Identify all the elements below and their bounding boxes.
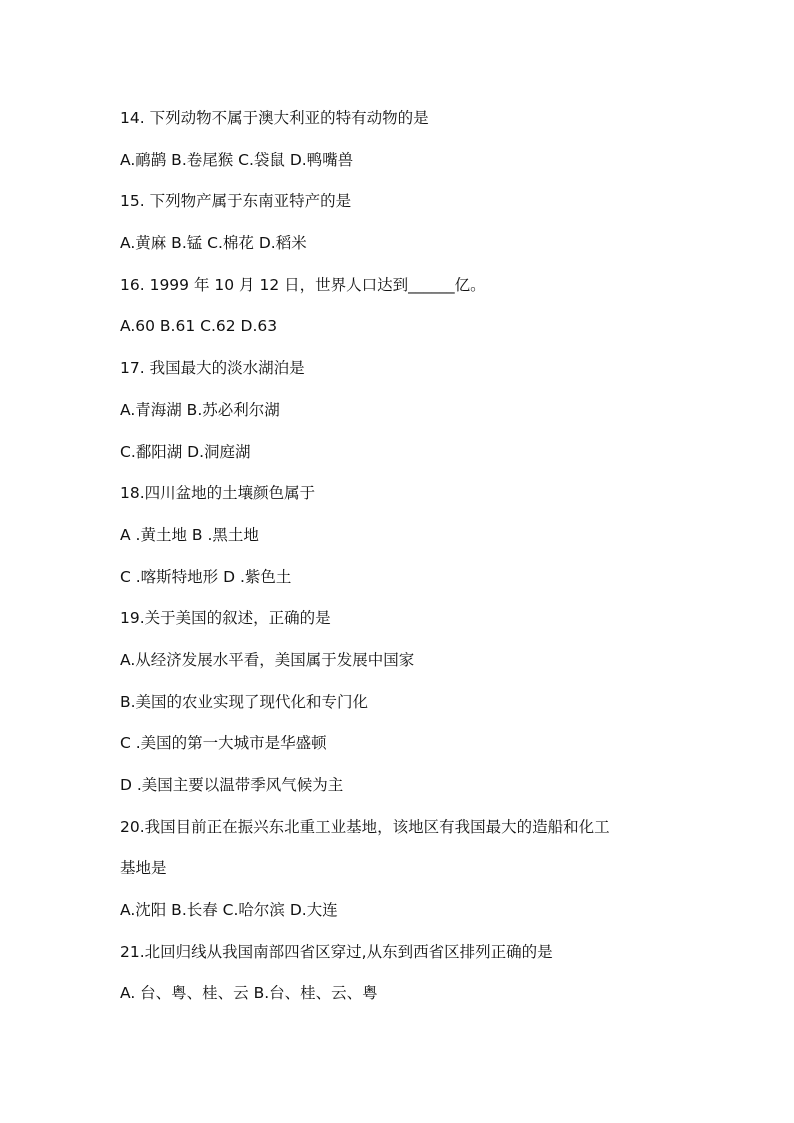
question-20-options: A.沈阳 B.长春 C.哈尔滨 D.大连 [120, 901, 338, 920]
question-text-block [120, 104, 690, 1021]
question-18-options-row-2: C .喀斯特地形 D .紫色土 [120, 567, 292, 586]
question-19-stem: 19.关于美国的叙述，正确的是 [120, 609, 331, 628]
question-21-stem: 21.北回归线从我国南部四省区穿过,从东到西省区排列正确的是 [120, 942, 553, 961]
question-17-stem: 17. 我国最大的淡水湖泊是 [120, 359, 305, 378]
question-19-option-b: B.美国的农业实现了现代化和专门化 [120, 692, 369, 711]
question-14-options: A.鸸鹋 B.卷尾猴 C.袋鼠 D.鸭嘴兽 [120, 150, 354, 169]
question-15-options: A.黄麻 B.锰 C.棉花 D.稻米 [120, 234, 307, 253]
question-18-options-row-1: A .黄土地 B .黑土地 [120, 525, 259, 544]
question-19-option-c: C .美国的第一大城市是华盛顿 [120, 734, 327, 753]
question-21-options: A. 台、粤、桂、云 B.台、桂、云、粤 [120, 984, 378, 1003]
question-19-option-a: A.从经济发展水平看，美国属于发展中国家 [120, 650, 415, 669]
question-18-stem: 18.四川盆地的土壤颜色属于 [120, 484, 316, 503]
question-20-stem-line-2: 基地是 [120, 859, 167, 878]
question-15-stem: 15. 下列物产属于东南亚特产的是 [120, 192, 352, 211]
question-17-options-row-1: A.青海湖 B.苏必利尔湖 [120, 400, 280, 419]
question-17-options-row-2: C.鄱阳湖 D.洞庭湖 [120, 442, 251, 461]
question-14-stem: 14. 下列动物不属于澳大利亚的特有动物的是 [120, 109, 429, 127]
question-19-option-d: D .美国主要以温带季风气候为主 [120, 776, 344, 794]
question-20-stem-line-1: 20.我国目前正在振兴东北重工业基地，该地区有我国最大的造船和化工 [120, 817, 610, 836]
question-16-options: A.60 B.61 C.62 D.63 [120, 317, 278, 336]
question-16-stem: 16. 1999 年 10 月 12 日，世界人口达到______亿。 [120, 275, 486, 294]
